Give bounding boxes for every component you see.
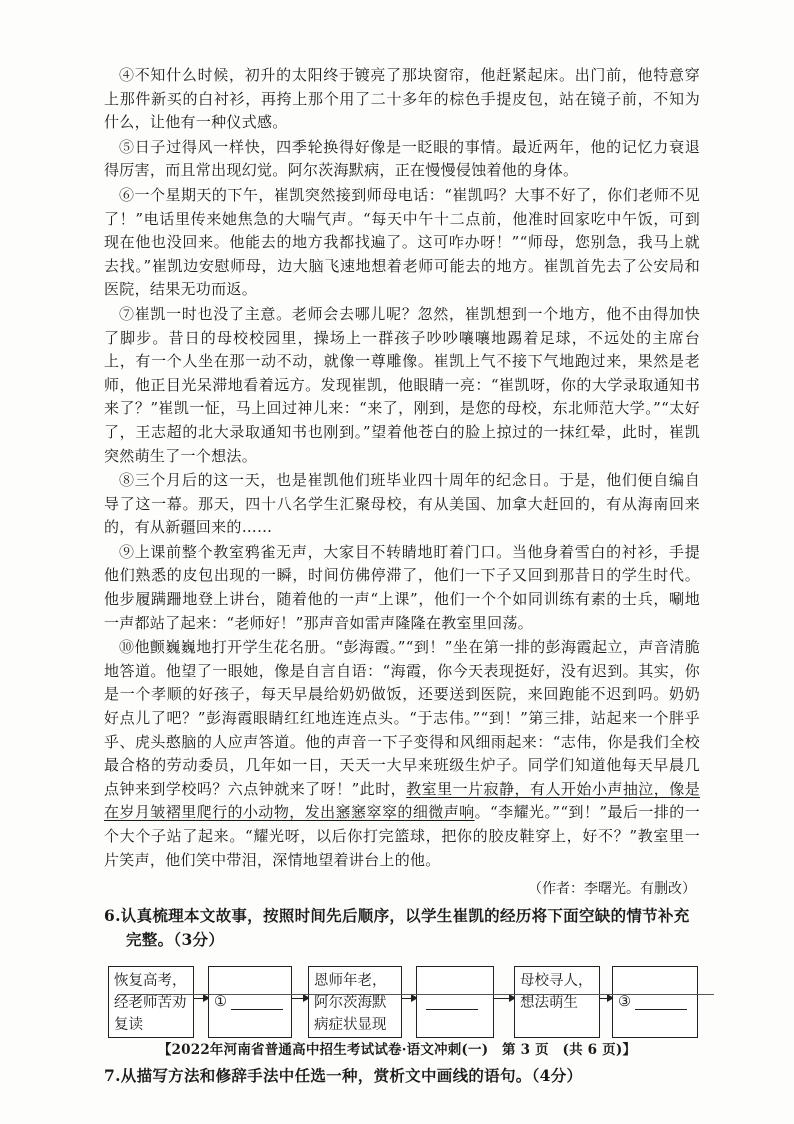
paragraph-9: ⑨上课前整个教室鸦雀无声，大家目不转睛地盯着门口。当他身着雪白的衬衫，手提他们熟悉的皮包出现的一瞬，时间仿佛停滞了，他们一下子又回到那昔日的学生时代。他步履蹒跚地登上讲台，随着他的一声“上课”，他们一个个如同训练有素的士兵，唰地一声都站了起来：“老师好！”那声音如雷声隆隆在教室里回荡。 xyxy=(104,542,700,632)
paragraph-5: ⑤日子过得风一样快，四季轮换得好像是一眨眼的事情。最近两年，他的记忆力衰退得厉害，而且常出现幻觉。阿尔茨海默病，正在慢慢侵蚀着他的身体。 xyxy=(104,137,700,180)
flow-box-3: 恩师年老，阿尔茨海默病症状显现 xyxy=(308,966,402,1038)
flow-arrow-4 xyxy=(494,998,514,999)
paragraph-7: ⑦崔凯一时也没了主意。老师会去哪儿呢？忽然，崔凯想到一个地方，他不由得加快了脚步。昔日的母校校园里，操场上一群孩子吵吵嚷嚷地踢着足球，不远处的主席台上，有一个人坐在那一动不动，就像一尊雕像。崔凯上气不接下气地跑过来，果然是老师，他正目光呆滞地看着远方。发现崔凯，他眼睛一亮：“崔凯呀，你的大学录取通知书来了？”崔凯一怔，马上回过神儿来：“来了，刚到，是您的母校，东北师范大学。”“太好了，王志超的北大录取通知书也刚到。”望着他苍白的脸上掠过的一抹红晕，此时，崔凯突然萌生了一个想法。 xyxy=(104,304,700,465)
flow-arrow-1 xyxy=(194,998,208,999)
article-body xyxy=(104,64,700,1088)
answer-rule-line xyxy=(118,994,714,995)
flow-box-5: 母校寻人，想法萌生 xyxy=(514,966,600,1038)
page-footer: 【2022年河南省普通高中招生考试试卷·语文冲刺(一) 第 3 页 (共 6 页)】 xyxy=(157,1042,637,1058)
flow-arrow-3 xyxy=(402,998,416,999)
blank-1-line xyxy=(231,995,283,1010)
paragraph-6: ⑥一个星期天的下午，崔凯突然接到师母电话：“崔凯吗？大事不好了，你们老师不见了！”电话里传来她焦急的大喘气声。“每天中午十二点前，他准时回家吃中午饭，可到现在他也没回来。他能去的地方我都找遍了。这可咋办呀！”“师母，您别急，我马上就去找。”崔凯边安慰师母，边大脑飞速地想着老师可能去的地方。崔凯首先去了公安局和医院，结果无功而返。 xyxy=(104,185,700,299)
blank-3-line xyxy=(635,995,687,1010)
blank-1-number: ① xyxy=(214,994,227,1011)
flow-blank-2[interactable] xyxy=(416,966,494,1038)
flow-blank-3[interactable] xyxy=(612,966,698,1038)
blank-3-number: ③ xyxy=(618,994,631,1011)
flow-blank-1[interactable] xyxy=(208,966,292,1038)
paragraph-4: ④不知什么时候，初升的太阳终于镀亮了那块窗帘，他赶紧起床。出门前，他特意穿上那件新买的白衬衫，再挎上那个用了二十多年的棕色手提皮包，站在镜子前，不知为什么，让他有一种仪式感。 xyxy=(104,66,700,132)
paragraph-10 xyxy=(104,636,700,872)
source-attribution: （作者：李曙光。有删改） xyxy=(528,881,696,898)
paragraph-10-before: ⑩他颤巍巍地打开学生花名册。“彭海霞。”“到！”坐在第一排的彭海霞起立，声音清脆地答道。他望了一眼她，像是自言自语：“海霞，你今天表现挺好，没有迟到。其实，你是一个孝顺的好孩子，每天早晨给奶奶做饭，还要送到医院，来回跑能不迟到吗。奶奶好点儿了吧？”彭海霞眼睛红红地连连点头。“于志伟。”“到！”第三排，站起来一个胖乎乎、虎头憨脑的人应声答道。他的声音一下子变得和风细雨起来：“志伟，你是我们全校最合格的劳动委员，几年如一日，天天一大早来班级生炉子。同学们知道他每天早晨几点钟来到学校吗？六点钟就来了呀！”此时， xyxy=(104,638,700,798)
flow-arrow-2 xyxy=(292,998,308,999)
question-6: 6.认真梳理本文故事，按照时间先后顺序，以学生崔凯的经历将下面空缺的情节补充完整。（3分） xyxy=(104,906,690,950)
paragraph-8: ⑧三个月后的这一天，也是崔凯他们班毕业四十周年的纪念日。于是，他们便自编自导了这一幕。那天，四十八名学生汇聚母校，有从美国、加拿大赶回的，有从海南回来的，有从新疆回来的…… xyxy=(104,471,700,537)
blank-2-line xyxy=(426,995,478,1010)
paragraph-10-after: 。“李耀光。”“到！”最后一排的一个大个子站了起来。“耀光呀，以后你打完篮球，把你的胶皮鞋穿上，好不？”教室里一片笑声，他们笑中带泪，深情地望着讲台上的他。 xyxy=(104,803,701,869)
flow-arrow-5 xyxy=(600,998,612,999)
underlined-sentence: 教室里一片寂静，有人开始小声抽泣，像是在岁月皱褶里爬行的小动物，发出窸窸窣窣的细微声响 xyxy=(104,779,701,822)
flow-box-1: 恢复高考，经老师苦劝复读 xyxy=(108,966,194,1038)
question-7: 7.从描写方法和修辞手法中任选一种，赏析文中画线的语句。（4分） xyxy=(104,1066,583,1086)
